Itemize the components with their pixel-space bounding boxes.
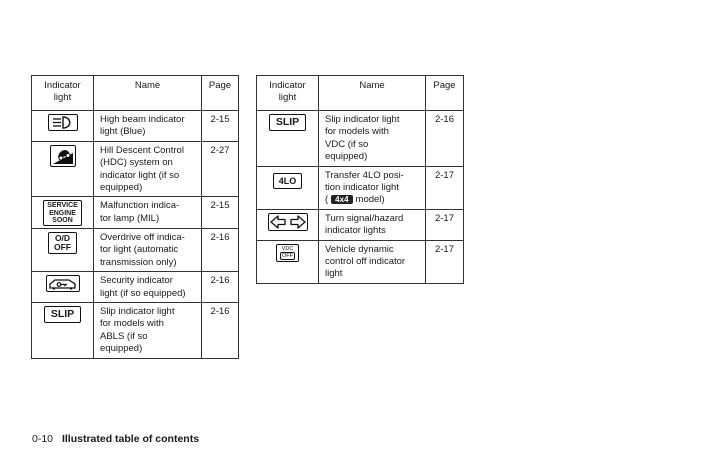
table-row [32, 229, 239, 272]
hill-descent-icon [50, 145, 76, 167]
row-name [94, 141, 202, 197]
table-row [257, 209, 464, 240]
4lo-icon: 4LO [273, 173, 303, 189]
row-page: 2-27 [202, 141, 239, 197]
name-text: Turn signal/hazard indicator lights [325, 212, 404, 237]
page-number: 0-10 [32, 433, 54, 445]
table-row [257, 240, 464, 283]
slip-icon: SLIP [269, 114, 306, 131]
row-page: 2-16 [202, 303, 239, 359]
page-footer [32, 433, 199, 445]
header-page: Page [426, 76, 464, 111]
row-name [319, 111, 426, 167]
header-page: Page [202, 76, 239, 111]
table-row [257, 166, 464, 209]
turn-signal-arrows-icon [268, 213, 308, 231]
name-text-suffix: model) [355, 194, 385, 206]
name-text: Slip indicator light for models with VDC (if so equipped) [325, 114, 400, 163]
vdc-off-icon [276, 244, 299, 262]
table-header-row [257, 76, 464, 111]
row-page: 2-15 [202, 197, 239, 229]
header-name: Name [94, 76, 202, 111]
high-beam-icon [48, 114, 78, 131]
header-indicator-light: Indicator light [257, 76, 319, 111]
4x4-badge-icon: 4x4 [331, 195, 352, 204]
name-text: Malfunction indica- tor lamp (MIL) [100, 200, 180, 224]
row-page: 2-17 [426, 166, 464, 209]
name-text: Overdrive off indica- tor light (automatic transmission only) [100, 232, 185, 268]
row-page: 2-17 [426, 240, 464, 283]
security-car-key-icon [46, 275, 80, 292]
od-off-icon: O/D OFF [48, 232, 77, 254]
table-row [32, 197, 239, 229]
row-page: 2-15 [202, 111, 239, 142]
row-page: 2-16 [426, 111, 464, 167]
table-header-row [32, 76, 239, 111]
table-row [257, 111, 464, 167]
row-name [319, 240, 426, 283]
name-text: Transfer 4LO posi- tion indicator light ( [325, 169, 404, 206]
vdc-label: VDC [281, 245, 294, 252]
row-page: 2-17 [426, 209, 464, 240]
right-indicator-table [256, 75, 464, 284]
row-name [319, 209, 426, 240]
section-title: Illustrated table of contents [61, 433, 200, 445]
table-row [32, 303, 239, 359]
row-name [94, 272, 202, 303]
row-name [94, 197, 202, 229]
row-page: 2-16 [202, 229, 239, 272]
name-text: High beam indicator light (Blue) [100, 114, 185, 138]
row-name [94, 229, 202, 272]
name-text: Slip indicator light for models with ABLS (if so equipped) [100, 306, 175, 355]
header-name: Name [319, 76, 426, 111]
table-row [32, 111, 239, 142]
row-name [94, 303, 202, 359]
table-row [32, 272, 239, 303]
slip-icon: SLIP [44, 306, 81, 323]
service-engine-soon-icon: SERVICE ENGINE SOON [43, 200, 82, 226]
row-name [94, 111, 202, 142]
table-row [32, 141, 239, 197]
row-name [319, 166, 426, 209]
name-text: Vehicle dynamic control off indicator light [325, 243, 406, 280]
vdc-off-label: OFF [282, 252, 293, 259]
row-page: 2-16 [202, 272, 239, 303]
name-text: Hill Descent Control (HDC) system on indicator light (if so equipped) [100, 144, 184, 194]
header-indicator-light: Indicator light [32, 76, 94, 111]
left-indicator-table [31, 75, 239, 359]
name-text: Security indicator light (if so equipped) [100, 275, 186, 299]
